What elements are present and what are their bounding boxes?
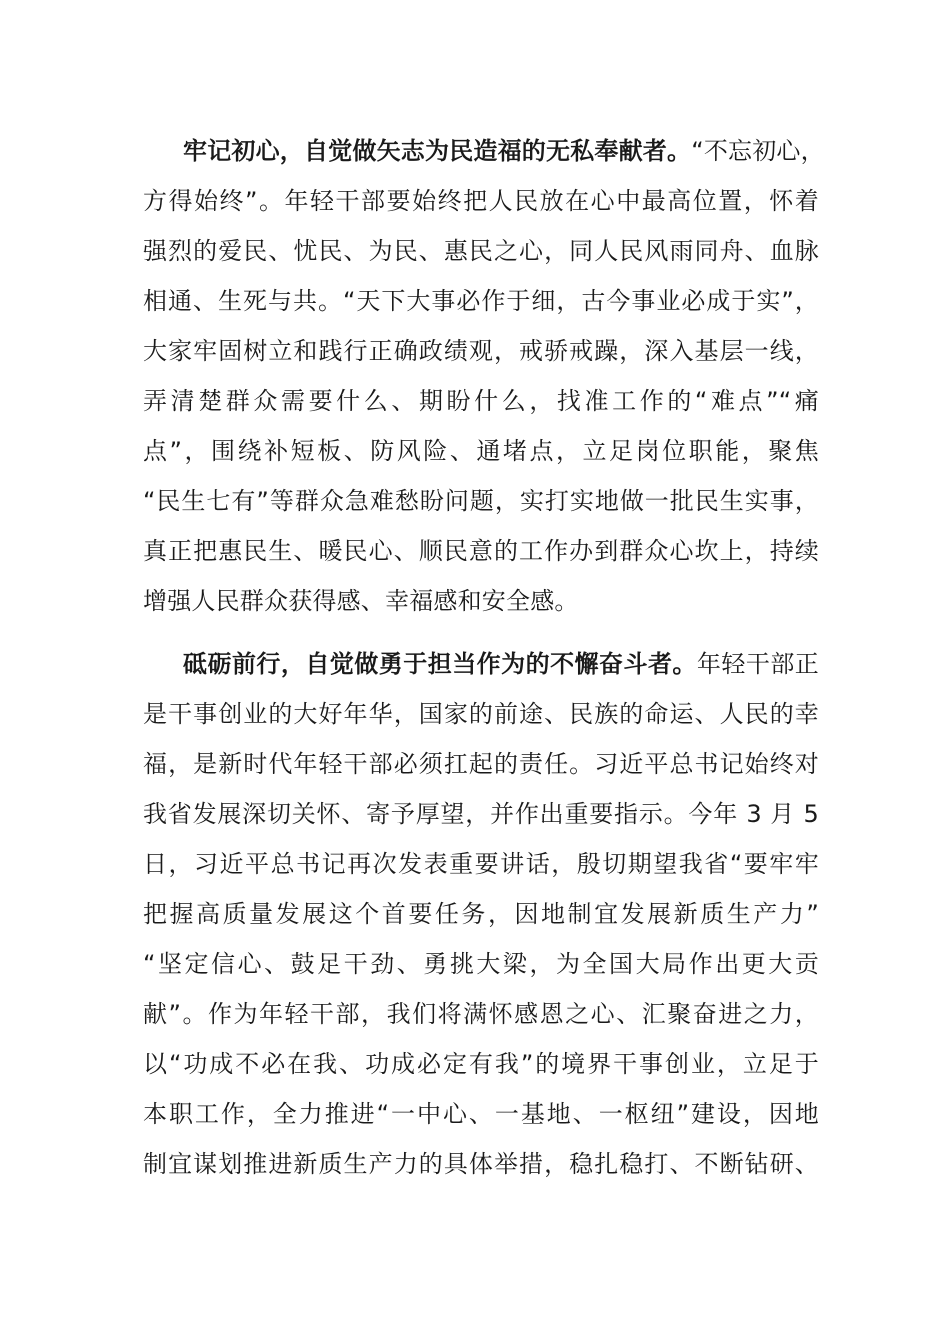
paragraph-line: 方得始终”。年轻干部要始终把人民放在心中最高位置，怀着 (143, 187, 819, 215)
paragraph-spacer (143, 626, 819, 639)
paragraph-1-heading: 牢记初心，自觉做矢志为民造福的无私奉献者。 (183, 137, 692, 165)
document-body (143, 126, 825, 1189)
paragraph-line: 把握高质量发展这个首要任务，因地制宜发展新质生产力” (143, 900, 819, 928)
paragraph-2-first-line-text: 年轻干部正 (696, 650, 820, 678)
paragraph-line: 我省发展深切关怀、寄予厚望，并作出重要指示。今年 3 月 5 (143, 800, 819, 828)
paragraph-1 (143, 126, 825, 626)
paragraph-2-first-line (143, 639, 819, 689)
paragraph-line: 弄清楚群众需要什么、期盼什么，找准工作的“难点”“痛 (143, 387, 819, 415)
paragraph-line: 日，习近平总书记再次发表重要讲话，殷切期望我省“要牢牢 (143, 850, 819, 878)
paragraph-line: 福，是新时代年轻干部必须扛起的责任。习近平总书记始终对 (143, 750, 819, 778)
paragraph-1-first-line-text: “不忘初心， (691, 137, 825, 165)
paragraph-line: 大家牢固树立和践行正确政绩观，戒骄戒躁，深入基层一线， (143, 337, 819, 365)
paragraph-line: 增强人民群众获得感、幸福感和安全感。 (143, 587, 579, 615)
paragraph-line: “坚定信心、鼓足干劲、勇挑大梁，为全国大局作出更大贡 (143, 950, 819, 978)
paragraph-line: 点”，围绕补短板、防风险、通堵点，立足岗位职能，聚焦 (143, 437, 819, 465)
paragraph-line: 相通、生死与共。“天下大事必作于细，古今事业必成于实”， (143, 287, 819, 315)
paragraph-line: 制宜谋划推进新质生产力的具体举措，稳扎稳打、不断钻研、 (143, 1150, 819, 1178)
paragraph-line: 献”。作为年轻干部，我们将满怀感恩之心、汇聚奋进之力， (143, 1000, 819, 1028)
paragraph-2-heading: 砥砺前行，自觉做勇于担当作为的不懈奋斗者。 (183, 650, 697, 678)
paragraph-line: 强烈的爱民、忧民、为民、惠民之心，同人民风雨同舟、血脉 (143, 237, 819, 265)
paragraph-line: 本职工作，全力推进“一中心、一基地、一枢纽”建设，因地 (143, 1100, 819, 1128)
paragraph-2 (143, 639, 819, 1189)
paragraph-line: “民生七有”等群众急难愁盼问题，实打实地做一批民生实事， (143, 487, 819, 515)
paragraph-line: 以“功成不必在我、功成必定有我”的境界干事创业，立足于 (143, 1050, 819, 1078)
paragraph-1-first-line (143, 126, 825, 176)
paragraph-line: 真正把惠民生、暖民心、顺民意的工作办到群众心坎上，持续 (143, 537, 819, 565)
paragraph-line: 是干事创业的大好年华，国家的前途、民族的命运、人民的幸 (143, 700, 819, 728)
